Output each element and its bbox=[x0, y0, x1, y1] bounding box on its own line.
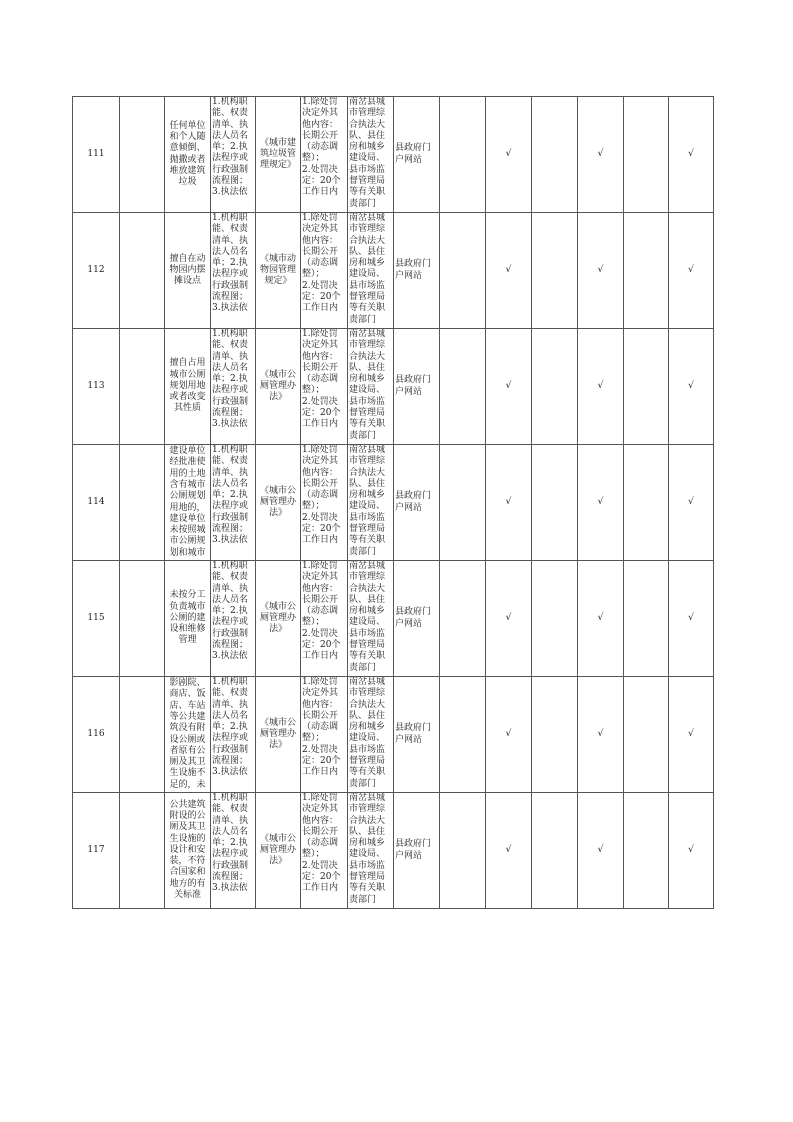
disclosure-content bbox=[211, 213, 256, 329]
table-body bbox=[73, 97, 714, 909]
legal-basis-text: 《城市公厕管理办法》 bbox=[259, 833, 296, 867]
legal-basis-text: 《城市公厕管理办法》 bbox=[259, 717, 296, 751]
disclosure-content-text: 1.机构职能、权责清单、执法人员名单；2.执法程序或行政强制流程图；3.执法依 bbox=[212, 213, 249, 314]
item-name bbox=[165, 445, 211, 561]
legal-basis bbox=[256, 445, 301, 561]
disclosure-content-text: 1.机构职能、权责清单、执法人员名单；2.执法程序或行政强制流程图；3.执法依 bbox=[212, 445, 249, 546]
check-cell bbox=[440, 677, 486, 793]
check-cell: √ bbox=[486, 445, 532, 561]
legal-basis-text: 《城市公厕管理办法》 bbox=[259, 601, 296, 635]
disclosure-period-text: 1.除处罚决定外其他内容：长期公开（动态调整）； 2.处罚决定：20个工作日内 bbox=[302, 445, 341, 546]
disclosure-period bbox=[301, 677, 348, 793]
check-cell: √ bbox=[486, 213, 532, 329]
legal-basis bbox=[256, 97, 301, 213]
check-cell bbox=[440, 445, 486, 561]
responsible-subject bbox=[348, 329, 394, 445]
item-name-text: 擅自在动物园内摆摊设点 bbox=[169, 253, 206, 287]
disclosure-period bbox=[301, 329, 348, 445]
check-cell: √ bbox=[578, 793, 624, 909]
empty-cell bbox=[120, 793, 165, 909]
legal-basis bbox=[256, 329, 301, 445]
disclosure-content-text: 1.机构职能、权责清单、执法人员名单；2.执法程序或行政强制流程图；3.执法依 bbox=[212, 677, 249, 778]
table-row bbox=[73, 677, 714, 793]
check-cell bbox=[624, 561, 669, 677]
empty-cell bbox=[120, 677, 165, 793]
check-cell bbox=[440, 561, 486, 677]
disclosure-period bbox=[301, 445, 348, 561]
disclosure-channel-text: 县政府门户网站 bbox=[395, 259, 432, 281]
legal-basis-text: 《城市公厕管理办法》 bbox=[259, 485, 296, 519]
table-row bbox=[73, 561, 714, 677]
legal-basis bbox=[256, 677, 301, 793]
check-cell: √ bbox=[486, 561, 532, 677]
check-cell: √ bbox=[486, 329, 532, 445]
responsible-subject bbox=[348, 97, 394, 213]
check-cell bbox=[440, 793, 486, 909]
check-cell bbox=[532, 677, 578, 793]
disclosure-period-text: 1.除处罚决定外其他内容：长期公开（动态调整）； 2.处罚决定：20个工作日内 bbox=[302, 97, 341, 198]
check-cell bbox=[532, 329, 578, 445]
disclosure-content-text: 1.机构职能、权责清单、执法人员名单；2.执法程序或行政强制流程图；3.执法依 bbox=[212, 329, 249, 430]
check-cell: √ bbox=[578, 329, 624, 445]
disclosure-channel-text: 县政府门户网站 bbox=[395, 723, 432, 745]
disclosure-content-text: 1.机构职能、权责清单、执法人员名单；2.执法程序或行政强制流程图；3.执法依 bbox=[212, 561, 249, 662]
item-name-text: 影剧院、商店、饭店、车站等公共建筑没有附设公厕或者原有公厕及其卫生设施不足的，未 bbox=[169, 678, 206, 790]
check-cell bbox=[440, 329, 486, 445]
check-cell bbox=[532, 793, 578, 909]
disclosure-period bbox=[301, 213, 348, 329]
table-row bbox=[73, 97, 714, 213]
table-row bbox=[73, 445, 714, 561]
empty-cell bbox=[120, 445, 165, 561]
check-cell bbox=[624, 97, 669, 213]
responsible-subject-text: 南岔县城市管理综合执法大队、县住房和城乡建设局、县市场监督管理局等有关职责部门 bbox=[349, 445, 386, 557]
item-name bbox=[165, 793, 211, 909]
check-cell bbox=[624, 329, 669, 445]
check-cell: √ bbox=[578, 677, 624, 793]
empty-cell bbox=[120, 97, 165, 213]
check-cell: √ bbox=[578, 213, 624, 329]
check-cell: √ bbox=[669, 677, 714, 793]
row-number: 113 bbox=[73, 329, 120, 445]
disclosure-content bbox=[211, 561, 256, 677]
empty-cell bbox=[120, 329, 165, 445]
responsible-subject-text: 南岔县城市管理综合执法大队、县住房和城乡建设局、县市场监督管理局等有关职责部门 bbox=[349, 677, 386, 789]
check-cell: √ bbox=[486, 97, 532, 213]
disclosure-content bbox=[211, 445, 256, 561]
responsible-subject-text: 南岔县城市管理综合执法大队、县住房和城乡建设局、县市场监督管理局等有关职责部门 bbox=[349, 561, 386, 673]
check-cell bbox=[440, 97, 486, 213]
item-name-text: 未按分工负责城市公厕的建设和维修管理 bbox=[169, 590, 206, 646]
legal-basis bbox=[256, 213, 301, 329]
check-cell bbox=[532, 445, 578, 561]
check-cell: √ bbox=[669, 561, 714, 677]
disclosure-period-text: 1.除处罚决定外其他内容：长期公开（动态调整）； 2.处罚决定：20个工作日内 bbox=[302, 213, 341, 314]
disclosure-channel bbox=[394, 329, 440, 445]
legal-basis bbox=[256, 561, 301, 677]
disclosure-period bbox=[301, 561, 348, 677]
disclosure-channel-text: 县政府门户网站 bbox=[395, 839, 432, 861]
disclosure-table bbox=[72, 96, 714, 909]
disclosure-content bbox=[211, 793, 256, 909]
table-row bbox=[73, 329, 714, 445]
check-cell: √ bbox=[669, 445, 714, 561]
check-cell: √ bbox=[578, 445, 624, 561]
disclosure-channel bbox=[394, 445, 440, 561]
item-name bbox=[165, 561, 211, 677]
check-cell bbox=[532, 213, 578, 329]
check-cell bbox=[624, 213, 669, 329]
check-cell: √ bbox=[669, 213, 714, 329]
responsible-subject bbox=[348, 445, 394, 561]
table-row bbox=[73, 213, 714, 329]
disclosure-period-text: 1.除处罚决定外其他内容：长期公开（动态调整）； 2.处罚决定：20个工作日内 bbox=[302, 329, 341, 430]
responsible-subject-text: 南岔县城市管理综合执法大队、县住房和城乡建设局、县市场监督管理局等有关职责部门 bbox=[349, 793, 386, 905]
item-name bbox=[165, 97, 211, 213]
item-name-text: 擅自占用城市公厕规划用地或者改变其性质 bbox=[169, 358, 206, 414]
row-number: 117 bbox=[73, 793, 120, 909]
item-name-text: 任何单位和个人随意倾倒、抛撒或者堆放建筑垃圾 bbox=[169, 120, 206, 188]
check-cell bbox=[624, 677, 669, 793]
row-number: 112 bbox=[73, 213, 120, 329]
disclosure-period-text: 1.除处罚决定外其他内容：长期公开（动态调整）； 2.处罚决定：20个工作日内 bbox=[302, 561, 341, 662]
empty-cell bbox=[120, 561, 165, 677]
row-number: 116 bbox=[73, 677, 120, 793]
responsible-subject-text: 南岔县城市管理综合执法大队、县住房和城乡建设局、县市场监督管理局等有关职责部门 bbox=[349, 213, 386, 325]
disclosure-channel bbox=[394, 793, 440, 909]
responsible-subject bbox=[348, 793, 394, 909]
item-name bbox=[165, 677, 211, 793]
disclosure-channel-text: 县政府门户网站 bbox=[395, 143, 432, 165]
disclosure-period-text: 1.除处罚决定外其他内容：长期公开（动态调整）； 2.处罚决定：20个工作日内 bbox=[302, 677, 341, 778]
disclosure-channel-text: 县政府门户网站 bbox=[395, 491, 432, 513]
row-number: 114 bbox=[73, 445, 120, 561]
disclosure-content-text: 1.机构职能、权责清单、执法人员名单；2.执法程序或行政强制流程图；3.执法依 bbox=[212, 793, 249, 894]
disclosure-content bbox=[211, 677, 256, 793]
item-name bbox=[165, 329, 211, 445]
row-number: 115 bbox=[73, 561, 120, 677]
legal-basis-text: 《城市建筑垃圾管理规定》 bbox=[259, 137, 296, 171]
legal-basis-text: 《城市公厕管理办法》 bbox=[259, 369, 296, 403]
responsible-subject bbox=[348, 677, 394, 793]
row-number: 111 bbox=[73, 97, 120, 213]
table-row bbox=[73, 793, 714, 909]
responsible-subject bbox=[348, 213, 394, 329]
check-cell: √ bbox=[669, 793, 714, 909]
disclosure-channel bbox=[394, 677, 440, 793]
empty-cell bbox=[120, 213, 165, 329]
disclosure-channel bbox=[394, 561, 440, 677]
disclosure-content bbox=[211, 329, 256, 445]
check-cell bbox=[440, 213, 486, 329]
disclosure-channel-text: 县政府门户网站 bbox=[395, 375, 432, 397]
check-cell: √ bbox=[486, 793, 532, 909]
item-name bbox=[165, 213, 211, 329]
responsible-subject-text: 南岔县城市管理综合执法大队、县住房和城乡建设局、县市场监督管理局等有关职责部门 bbox=[349, 329, 386, 441]
responsible-subject bbox=[348, 561, 394, 677]
disclosure-channel-text: 县政府门户网站 bbox=[395, 607, 432, 629]
disclosure-period-text: 1.除处罚决定外其他内容：长期公开（动态调整）； 2.处罚决定：20个工作日内 bbox=[302, 793, 341, 894]
check-cell: √ bbox=[486, 677, 532, 793]
check-cell: √ bbox=[578, 97, 624, 213]
legal-basis bbox=[256, 793, 301, 909]
disclosure-period bbox=[301, 793, 348, 909]
disclosure-period bbox=[301, 97, 348, 213]
disclosure-channel bbox=[394, 97, 440, 213]
check-cell: √ bbox=[669, 329, 714, 445]
disclosure-content bbox=[211, 97, 256, 213]
legal-basis-text: 《城市动物园管理规定》 bbox=[259, 253, 296, 287]
item-name-text: 建设单位经批准使用的土地含有城市公厕规划用地的，建设单位未按照城市公厕规划和城市 bbox=[169, 446, 206, 558]
check-cell bbox=[532, 561, 578, 677]
responsible-subject-text: 南岔县城市管理综合执法大队、县住房和城乡建设局、县市场监督管理局等有关职责部门 bbox=[349, 97, 386, 209]
disclosure-channel bbox=[394, 213, 440, 329]
disclosure-content-text: 1.机构职能、权责清单、执法人员名单；2.执法程序或行政强制流程图；3.执法依 bbox=[212, 97, 249, 198]
check-cell bbox=[624, 445, 669, 561]
check-cell bbox=[532, 97, 578, 213]
check-cell: √ bbox=[578, 561, 624, 677]
item-name-text: 公共建筑附设的公厕及其卫生设施的设计和安装，不符合国家和地方的有关标准 bbox=[169, 799, 206, 901]
check-cell: √ bbox=[669, 97, 714, 213]
check-cell bbox=[624, 793, 669, 909]
